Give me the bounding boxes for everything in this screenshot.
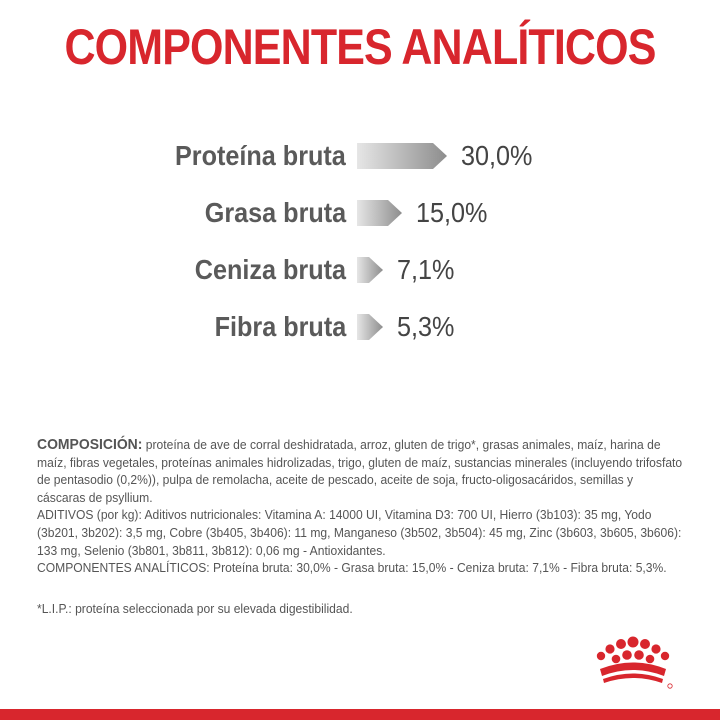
page-title: COMPONENTES ANALÍTICOS (64, 19, 656, 75)
analytic-bar (357, 314, 383, 340)
analytic-bar (357, 143, 447, 169)
analytic-label: Grasa bruta (204, 197, 346, 228)
composition-text: proteína de ave de corral deshidratada, arroz, gluten de trigo*, grasas animales, maíz, harina de maíz, fibras vegetales, proteínas animales hidrolizadas, trigo, gluten de maíz, sustancias minerales (incluyendo trifosfato de pentasodio (0,2%)), pulpa de remolacha, aceite de pescado, aceite de soja, fructo-oligosacáridos, semillas y cáscaras de psyllium. (37, 437, 683, 505)
composition-paragraph (37, 436, 683, 506)
composition-heading: COMPOSICIÓN: (37, 436, 143, 453)
analytic-label: Proteína bruta (175, 140, 346, 171)
composition-block (37, 436, 683, 577)
analytic-value: 30,0% (461, 140, 533, 171)
analytic-row (0, 193, 720, 233)
analytic-row (0, 250, 720, 290)
analytic-value: 5,3% (397, 311, 455, 342)
analytic-row (0, 136, 720, 176)
additives-text: ADITIVOS (por kg): Aditivos nutricionales: Vitamina A: 14000 UI, Vitamina D3: 700 UI, Hierro (3b103): 35 mg, Yodo (3b201, 3b202): 3,5 mg, Cobre (3b405, 3b406): 11 mg, Manganeso (3b502, 3b504): 45 mg, Zinc (3b603, 3b605, 3b606): 133 mg, Selenio (3b801, 3b811, 3b812): 0,06 mg - Antioxidantes. (37, 507, 682, 558)
analytic-bar (357, 257, 383, 283)
analytic-label: Ceniza bruta (194, 254, 346, 285)
analytic-label: Fibra bruta (214, 311, 346, 342)
analytic-row (0, 307, 720, 347)
footnote: *L.I.P.: proteína seleccionada por su elevada digestibilidad. (37, 601, 353, 616)
analytic-value: 15,0% (416, 197, 488, 228)
bottom-brand-band (0, 709, 720, 720)
analytic-value: 7,1% (397, 254, 455, 285)
analytic-bar (357, 200, 402, 226)
royal-canin-crown-icon (588, 634, 678, 694)
analytics-summary-text: COMPONENTES ANALÍTICOS: Proteína bruta: 30,0% - Grasa bruta: 15,0% - Ceniza bruta: 7,1% - Fibra bruta: 5,3%. (37, 560, 667, 576)
